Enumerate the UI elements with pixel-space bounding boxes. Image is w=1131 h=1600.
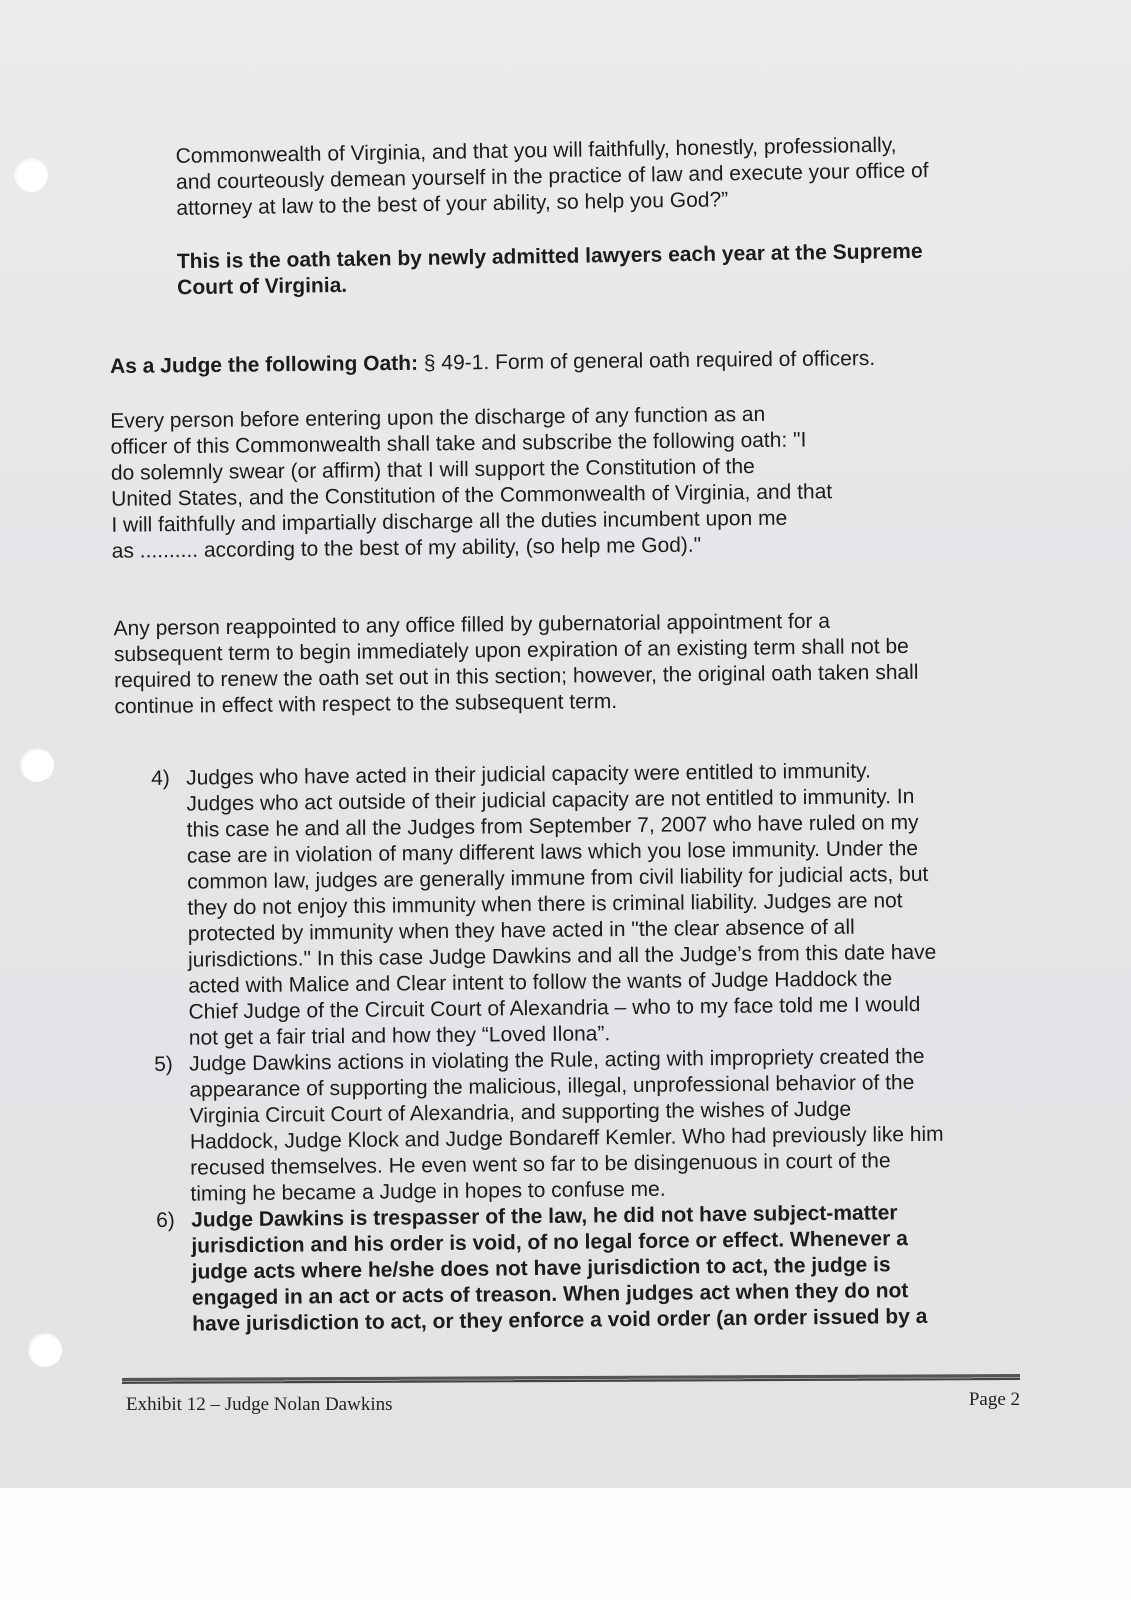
footer-exhibit-label: Exhibit 12 – Judge Nolan Dawkins	[126, 1394, 393, 1415]
judge-heading-statute: § 49-1. Form of general oath required of officers.	[417, 346, 876, 375]
general-oath-paragraph	[110, 401, 833, 565]
general-oath-line: officer of this Commonwealth shall take and subscribe the following oath: "I	[110, 428, 807, 459]
footer-page-number: Page 2	[968, 1389, 1020, 1410]
lawyer-oath-paragraph	[175, 132, 929, 222]
judge-oath-heading	[110, 346, 875, 380]
judge-heading-label: As a Judge the following Oath:	[109, 351, 419, 379]
general-oath-line: I will faithfully and impartially discharge all the duties incumbent upon me	[111, 506, 788, 537]
punch-hole	[28, 1333, 62, 1367]
list-item-line: Judges who act outside of their judicial capacity are not entitled to immunity. In	[186, 785, 915, 816]
punch-hole	[14, 158, 48, 192]
list-item-line: Judge Dawkins is trespasser of the law, he did not have subject-matter	[191, 1201, 898, 1232]
list-number: 5)	[154, 1052, 173, 1076]
list-item-line: protected by immunity when they have acted in "the clear absence of all	[187, 915, 855, 946]
note-line: This is the oath taken by newly admitted lawyers each year at the Supreme	[176, 239, 923, 274]
list-item-line: they do not enjoy this immunity when there is criminal liability. Judges are not	[187, 889, 903, 920]
punch-hole	[20, 748, 54, 782]
list-item-line: jurisdiction and his order is void, of no legal force or effect. Whenever a	[191, 1227, 908, 1258]
reappointment-paragraph	[113, 608, 918, 720]
general-oath-line: as .......... according to the best of my ability, (so help me God)."	[111, 533, 702, 563]
oath-line: Commonwealth of Virginia, and that you will faithfully, honestly, professionally,	[175, 133, 897, 168]
reappointment-line: subsequent term to begin immediately upon expiration of an existing term shall not be	[113, 634, 909, 667]
general-oath-line: do solemnly swear (or affirm) that I will support the Constitution of the	[110, 455, 755, 485]
list-item-line: Haddock, Judge Klock and Judge Bondareff Kemler. Who had previously like him	[189, 1122, 944, 1154]
oath-line: attorney at law to the best of your ability, so help you God?”	[176, 188, 729, 220]
list-item-line: acted with Malice and Clear intent to follow the wants of Judge Haddock the	[188, 967, 893, 998]
note-line: Court of Virginia.	[177, 273, 348, 300]
list-item-line: common law, judges are generally immune from civil liability for judicial acts, but	[187, 862, 929, 894]
list-item-text	[189, 1044, 944, 1208]
list-item-text	[191, 1200, 928, 1338]
oath-line: and courteously demean yourself in the practice of law and execute your office of	[175, 159, 929, 194]
list-item-text	[186, 758, 937, 1052]
general-oath-line: Every person before entering upon the discharge of any function as an	[110, 402, 766, 433]
oath-note	[177, 239, 923, 301]
list-item-line: not get a fair trial and how they “Loved Ilona”.	[188, 1022, 611, 1050]
list-item-line: have jurisdiction to act, or they enforce a void order (an order issued by a	[192, 1304, 928, 1336]
list-number: 6)	[156, 1208, 175, 1232]
list-item-line: recused themselves. He even went so far to be disingenuous in court of the	[190, 1149, 891, 1180]
list-item-line: appearance of supporting the malicious, illegal, unprofessional behavior of the	[189, 1071, 915, 1102]
list-item-line: this case he and all the Judges from September 7, 2007 who have ruled on my	[186, 810, 919, 842]
list-item-line: Virginia Circuit Court of Alexandria, and supporting the wishes of Judge	[189, 1097, 852, 1128]
reappointment-line: continue in effect with respect to the subsequent term.	[114, 689, 618, 719]
list-item-line: judge acts where he/she does not have jurisdiction to act, the judge is	[191, 1253, 891, 1284]
list-item-line: case are in violation of many different laws which you lose immunity. Under the	[186, 836, 919, 868]
list-item-line: jurisdictions." In this case Judge Dawkins and all the Judge’s from this date have	[187, 940, 937, 972]
list-item-line: Judge Dawkins actions in violating the Rule, acting with impropriety created the	[189, 1044, 925, 1076]
footer-divider	[122, 1374, 1020, 1384]
list-item-line: engaged in an act or acts of treason. When judges act when they do not	[191, 1279, 909, 1310]
reappointment-line: Any person reappointed to any office filled by gubernatorial appointment for a	[113, 609, 831, 641]
reappointment-line: required to renew the oath set out in this section; however, the original oath taken shall	[114, 660, 919, 693]
list-item-line: Chief Judge of the Circuit Court of Alexandria – who to my face told me I would	[188, 992, 921, 1024]
list-item-line: Judges who have acted in their judicial capacity were entitled to immunity.	[186, 759, 872, 790]
general-oath-line: United States, and the Constitution of the Commonwealth of Virginia, and that	[111, 480, 833, 511]
list-item-line: timing he became a Judge in hopes to confuse me.	[190, 1177, 666, 1206]
list-number: 4)	[151, 766, 170, 790]
